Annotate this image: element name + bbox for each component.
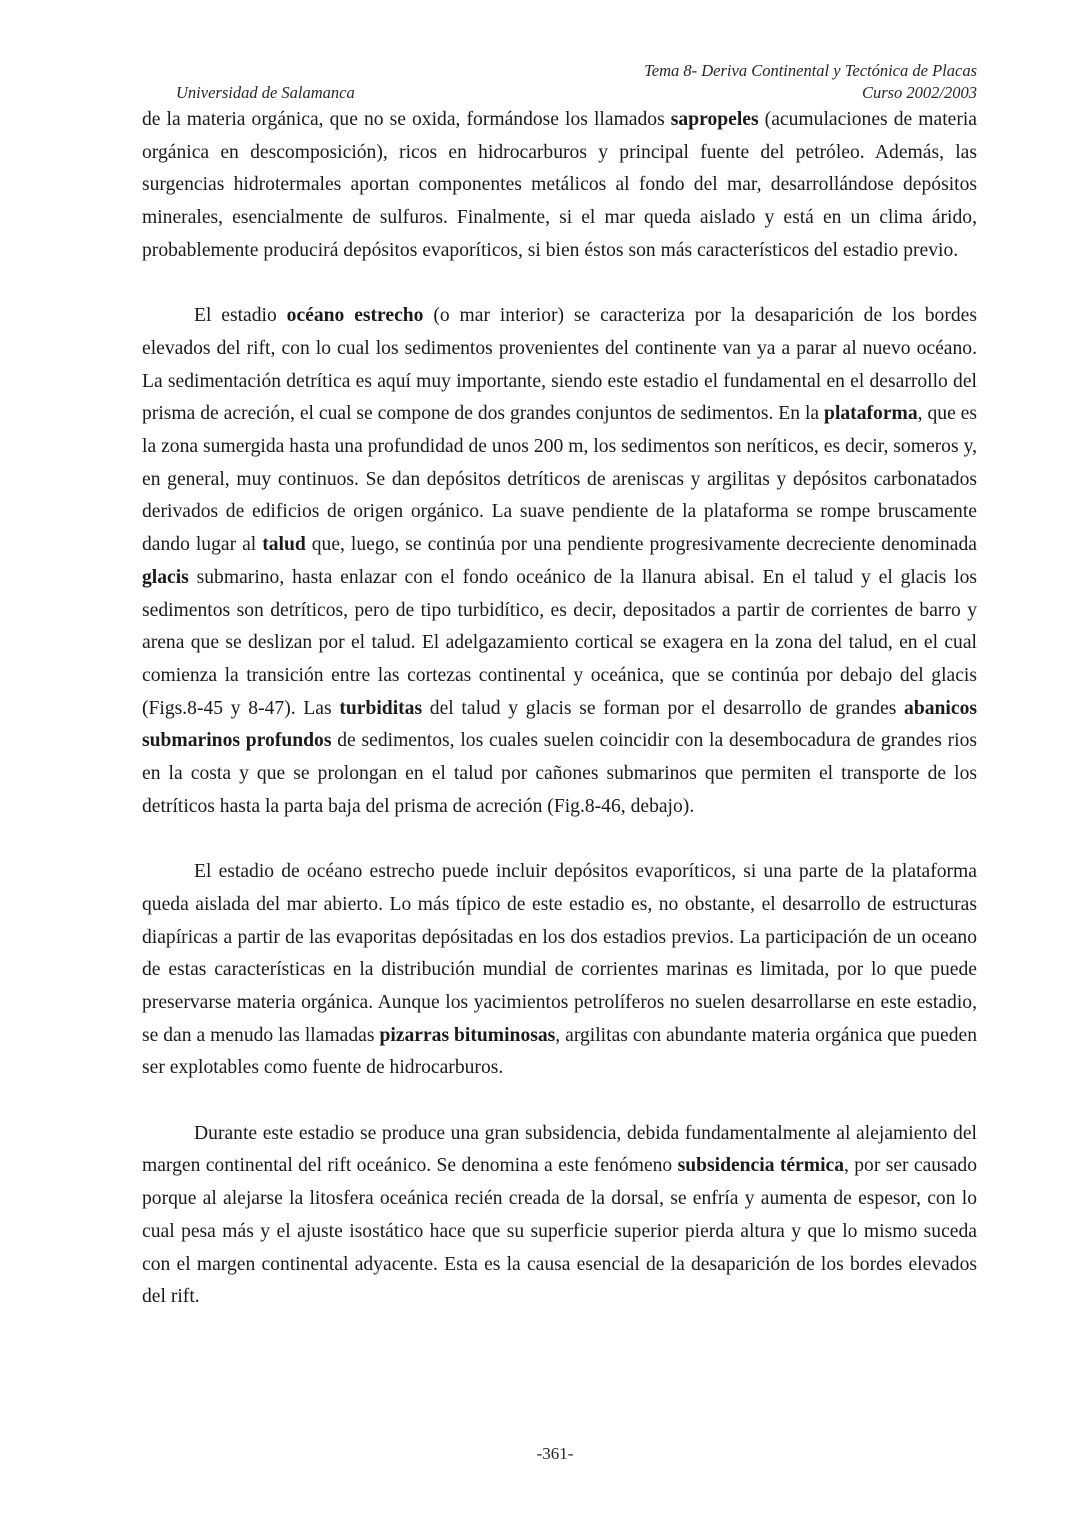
text-run: El estadio [194,305,287,327]
bold-term: glacis [142,566,189,588]
paragraph-1 [142,104,977,268]
body-text [142,104,977,1314]
page-number: -361- [536,1444,574,1463]
text-run: que, luego, se continúa por una pendiente progresivamente decreciente denominada [305,534,977,556]
bold-term: sapropeles [670,109,759,130]
bold-term: pizarras bituminosas [379,1024,556,1046]
paragraph-4 [142,1118,977,1314]
text-run: El estadio de océano estrecho puede incluir depósitos evaporíticos, si una parte de la plataforma queda aislada del mar abierto. Lo más típico de este estadio es, no obstante, el desarrollo de estructuras diapíricas a partir de las evaporitas depósitadas en los dos estadios previos. La participación de un oceano de estas características en la distribución mundial de corrientes marinas es limitada, por lo que puede preservarse materia orgánica. Aunque los yacimientos petrolíferos no suelen desarrollarse en este estadio, se dan a menudo las llamadas [142,861,977,1046]
paragraph-2 [142,300,977,823]
header-topic: Tema 8- Deriva Continental y Tectónica de Placas [644,61,977,80]
text-run: Durante este estadio se produce una gran subsidencia, debida fundamentalmente al alejamiento del margen continental del rift oceánico. Se denomina a este fenómeno [142,1122,977,1177]
bold-term: subsidencia térmica [677,1155,845,1177]
bold-term: talud [262,534,306,556]
text-run: , por ser causado porque al alejarse la litosfera oceánica recién creada de la dorsal, se enfría y aumenta de espesor, con lo cual pesa más y el ajuste isostático hace que su superficie superior pierda altura y que lo mismo suceda con el margen continental adyacente. Esta es la causa esencial de la desaparición de los bordes elevados del rift. [142,1155,977,1308]
paragraph-3 [142,856,977,1085]
bold-term: abanicos submarinos profundos [142,697,977,752]
text-run: , argilitas con abundante materia orgánica que pueden ser explotables como fuente de hidrocarburos. [142,1024,977,1079]
text-run: , que es la zona sumergida hasta una profundidad de unos 200 m, los sedimentos son neríticos, es decir, someros y, en general, muy continuos. Se dan depósitos detríticos de areniscas y argilitas y depósitos carbonatados derivados de edificios de origen orgánico. La suave pendiente de la plataforma se rompe bruscamente dando lugar al [142,403,978,556]
bold-term: plataforma [824,403,918,425]
text-run: de la materia orgánica, que no se oxida, formándose los llamados [142,109,671,130]
text-run: (o mar interior) se caracteriza por la desaparición de los bordes elevados del rift, con lo cual los sedimentos provenientes del continente van ya a parar al nuevo océano. La sedimentación detrítica es aquí muy importante, siendo este estadio el fundamental en el desarrollo del prisma de acreción, el cual se compone de dos grandes conjuntos de sedimentos. En la [142,305,977,425]
header-course: Curso 2002/2003 [861,83,977,102]
header-university: Universidad de Salamanca [176,83,355,102]
text-run: (acumulaciones de materia orgánica en descomposición), ricos en hidrocarburos y principal fuente del petróleo. Además, las surgencias hidrotermales aportan componentes metálicos al fondo del mar, desarrollándose depósitos minerales, esencialmente de sulfuros. Finalmente, si el mar queda aislado y está en un clima árido, probablemente producirá depósitos evaporíticos, si bien éstos son más característicos del estadio previo. [142,109,977,261]
bold-term: océano estrecho [286,305,424,327]
text-run: submarino, hasta enlazar con el fondo oceánico de la llanura abisal. En el talud y el glacis los sedimentos son detríticos, pero de tipo turbidítico, es decir, depositados a partir de corrientes de barro y arena que se deslizan por el talud. El adelgazamiento cortical se exagera en la zona del talud, en el cual comienza la transición entre las cortezas continental y oceánica, que se continúa por debajo del glacis (Figs.8-45 y 8-47). Las [142,566,977,719]
text-run: del talud y glacis se forman por el desarrollo de grandes [422,697,905,719]
bold-term: turbiditas [339,697,423,719]
text-run: de sedimentos, los cuales suelen coincidir con la desembocadura de grandes rios en la costa y que se prolongan en el talud por cañones submarinos que permiten el transporte de los detríticos hasta la parta baja del prisma de acreción (Fig.8-46, debajo). [142,730,977,817]
